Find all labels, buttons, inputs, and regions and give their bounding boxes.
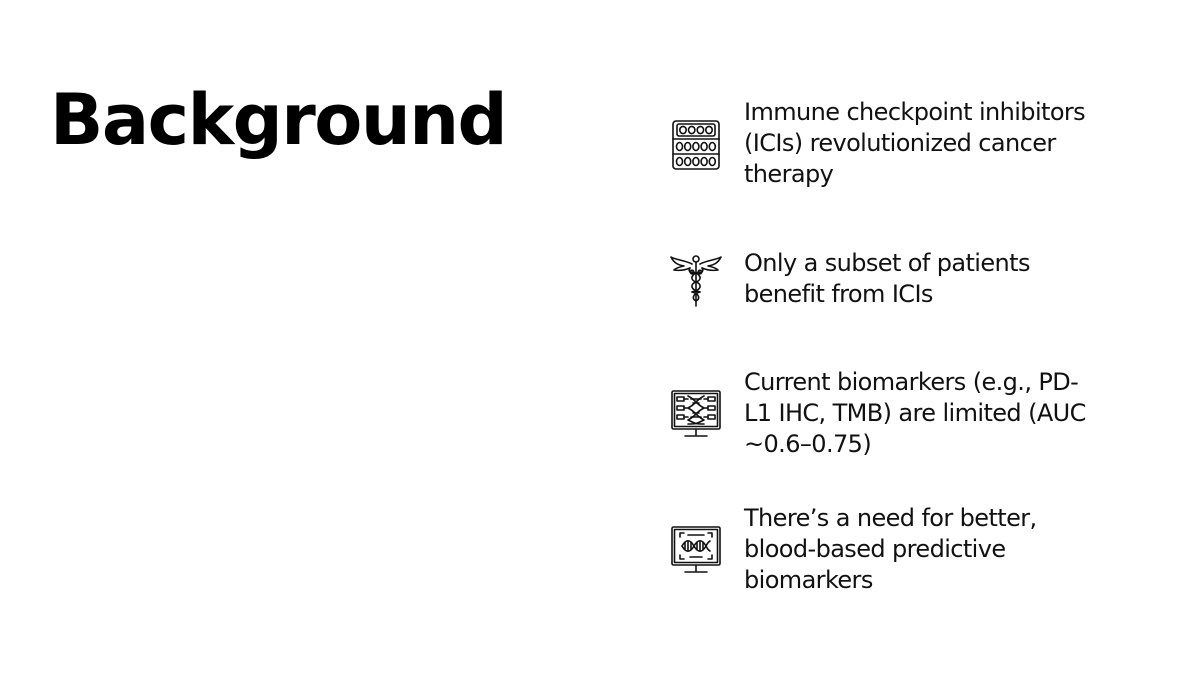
monitor-dna-scan-icon xyxy=(668,523,724,579)
bullet-text: Only a subset of patients benefit from ICIs xyxy=(744,249,1030,308)
bullet-text: Current biomarkers (e.g., PD-L1 IHC, TMB) are limited (AUC ~0.6–0.75) xyxy=(744,368,1086,458)
bullet-text: Immune checkpoint inhibitors (ICIs) revolutionized cancer therapy xyxy=(744,98,1086,188)
caduceus-icon xyxy=(668,252,724,308)
pill-blister-icon xyxy=(668,117,724,173)
bullet-text: There’s a need for better, blood-based predictive biomarkers xyxy=(744,504,1037,594)
monitor-dna-icon xyxy=(668,387,724,443)
slide-title: Background xyxy=(50,79,507,161)
